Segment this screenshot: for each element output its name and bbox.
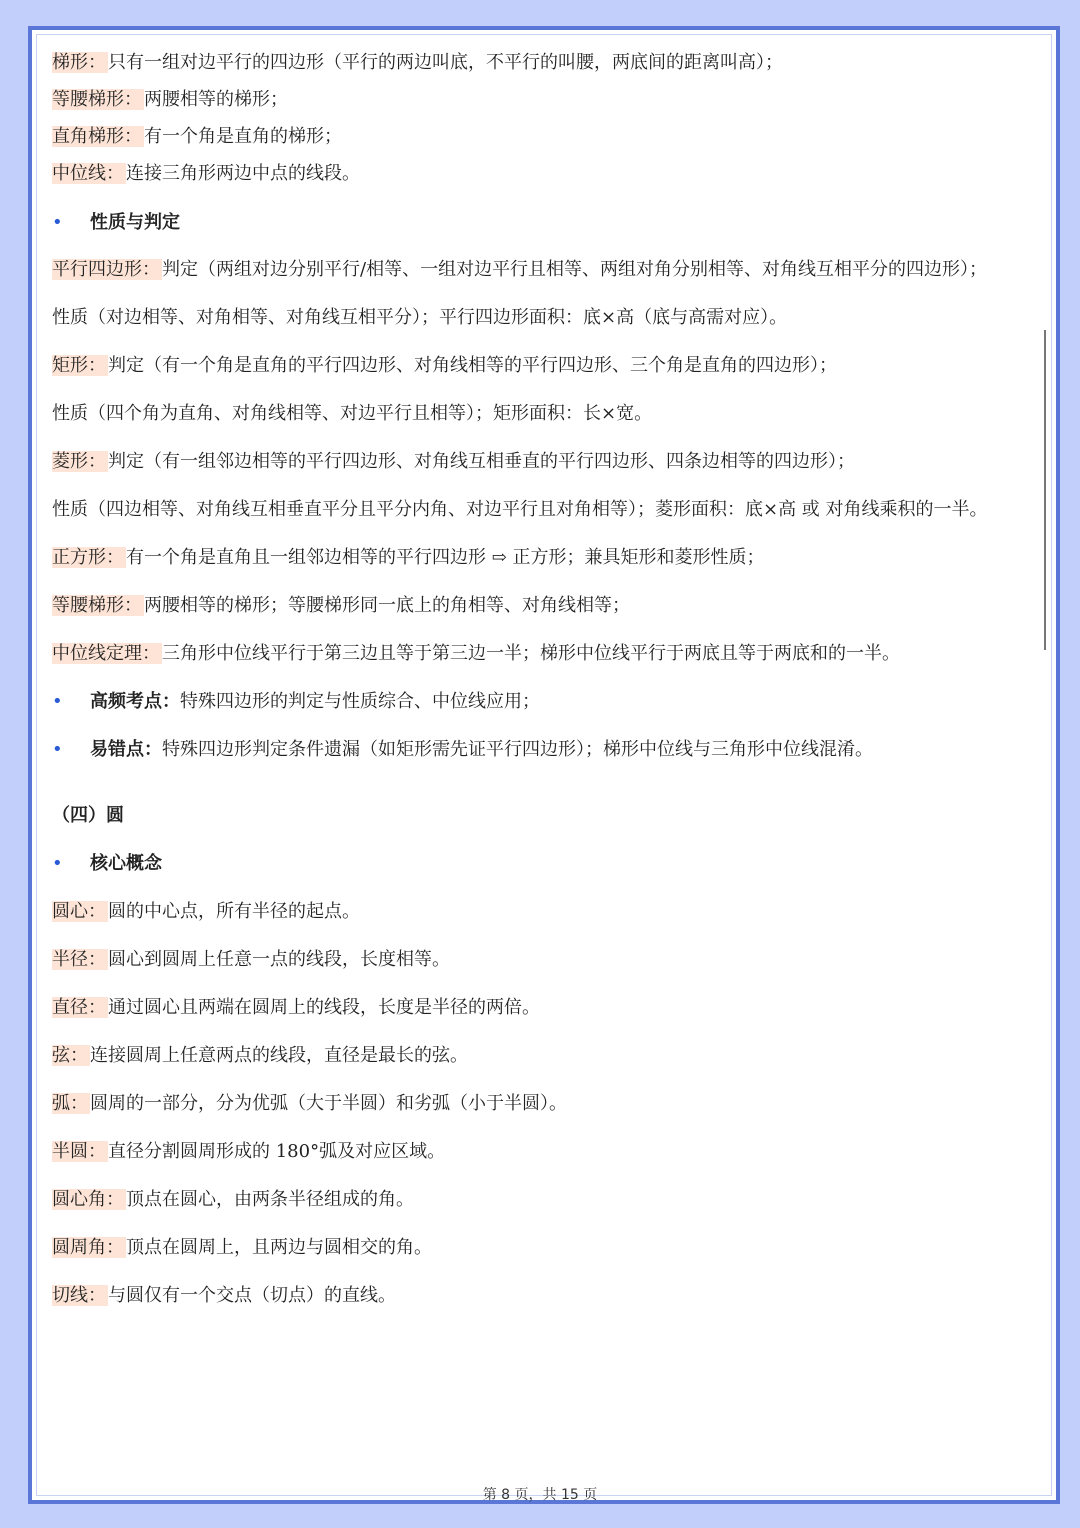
definition-text: 顶点在圆心，由两条半径组成的角。: [126, 1189, 414, 1210]
definition-text: 直径分割圆周形成的 180°弧及对应区域。: [108, 1141, 446, 1162]
page-footer: 第 8 页，共 15 页: [482, 1487, 598, 1503]
property-text: 有一个角是直角且一组邻边相等的平行四边形 ⇨ 正方形；兼具矩形和菱形性质；: [126, 547, 765, 568]
definition-text: 连接三角形两边中点的线段。: [126, 163, 360, 184]
property-text: 性质（四个角为直角、对角线相等、对边平行且相等）；矩形面积：长×宽。: [52, 403, 653, 424]
circle-definition: [52, 1235, 1040, 1261]
property-line: [52, 353, 1040, 379]
term: 直径：: [52, 997, 106, 1018]
definition-text: 圆的中心点，所有半径的起点。: [108, 901, 360, 922]
definition-text: 与圆仅有一个交点（切点）的直线。: [108, 1285, 396, 1306]
definition-text: 圆周的一部分，分为优弧（大于半圆）和劣弧（小于半圆）。: [90, 1093, 567, 1114]
term: 中位线定理：: [52, 643, 160, 664]
bullet-dot-icon: •: [52, 691, 63, 712]
definition-line: [52, 161, 1040, 187]
property-text: 两腰相等的梯形；等腰梯形同一底上的角相等、对角线相等；: [144, 595, 630, 616]
term: 直角梯形：: [52, 126, 142, 147]
property-text: 性质（对边相等、对角相等、对角线互相平分）；平行四边形面积：底×高（底与高需对应）。: [52, 307, 788, 328]
definition-text: 只有一组对边平行的四边形（平行的两边叫底，不平行的叫腰，两底间的距离叫高）；: [108, 52, 783, 73]
bullet-common-errors: [52, 737, 1040, 763]
property-line: [52, 545, 1040, 571]
circle-definition: [52, 1091, 1040, 1117]
property-text: 性质（四边相等、对角线互相垂直平分且平分内角、对边平行且对角相等）；菱形面积：底×高 或 对角线乘积的一半。: [52, 499, 988, 520]
term: 弧：: [52, 1093, 88, 1114]
property-line: [52, 641, 1040, 667]
property-line: [52, 593, 1040, 619]
definition-text: 连接圆周上任意两点的线段，直径是最长的弦。: [90, 1045, 468, 1066]
property-line: [52, 497, 1040, 523]
circle-definition: [52, 1187, 1040, 1213]
term: 等腰梯形：: [52, 89, 142, 110]
term: 矩形：: [52, 355, 106, 376]
term: 圆心角：: [52, 1189, 124, 1210]
property-text: 判定（两组对边分别平行/相等、一组对边平行且相等、两组对角分别相等、对角线互相平分的四边形）；: [162, 259, 988, 280]
term: 半圆：: [52, 1141, 106, 1162]
definition-text: 两腰相等的梯形；: [144, 89, 288, 110]
property-text: 三角形中位线平行于第三边且等于第三边一半；梯形中位线平行于两底且等于两底和的一半。: [162, 643, 900, 664]
term: 切线：: [52, 1285, 106, 1306]
definition-line: [52, 124, 1040, 150]
bullet-heading-text: 核心概念: [90, 853, 162, 874]
bullet-dot-icon: •: [52, 853, 63, 874]
term: 圆心：: [52, 901, 106, 922]
bullet-label: 易错点：: [90, 739, 162, 760]
bullet-dot-icon: •: [52, 212, 63, 233]
circle-definition: [52, 1043, 1040, 1069]
bullet-label: 高频考点：: [90, 691, 180, 712]
page-edge-mark: [1044, 330, 1046, 650]
bullet-text: 特殊四边形判定条件遗漏（如矩形需先证平行四边形）；梯形中位线与三角形中位线混淆。: [162, 739, 873, 760]
definition-line: [52, 87, 1040, 113]
bullet-heading-core: [52, 851, 1040, 877]
section-title: （四）圆: [52, 805, 124, 826]
definition-line: [52, 50, 1040, 76]
bullet-text: 特殊四边形的判定与性质综合、中位线应用；: [180, 691, 540, 712]
property-line: [52, 449, 1040, 475]
circle-definition: [52, 899, 1040, 925]
bullet-heading-text: 性质与判定: [90, 212, 180, 233]
term: 正方形：: [52, 547, 124, 568]
bullet-high-frequency: [52, 689, 1040, 715]
definition-text: 有一个角是直角的梯形；: [144, 126, 342, 147]
definition-text: 通过圆心且两端在圆周上的线段，长度是半径的两倍。: [108, 997, 540, 1018]
circle-definition: [52, 947, 1040, 973]
term: 梯形：: [52, 52, 106, 73]
term: 弦：: [52, 1045, 88, 1066]
term: 中位线：: [52, 163, 124, 184]
term: 圆周角：: [52, 1237, 124, 1258]
definition-text: 圆心到圆周上任意一点的线段，长度相等。: [108, 949, 450, 970]
circle-definition: [52, 1283, 1040, 1309]
bullet-dot-icon: •: [52, 739, 63, 760]
property-text: 判定（有一个角是直角的平行四边形、对角线相等的平行四边形、三个角是直角的四边形）；: [108, 355, 837, 376]
bullet-heading-properties: [52, 210, 1040, 236]
term: 等腰梯形：: [52, 595, 142, 616]
term: 平行四边形：: [52, 259, 160, 280]
property-line: [52, 257, 1040, 283]
page-inner-border: [36, 34, 1052, 1496]
circle-definition: [52, 995, 1040, 1021]
property-text: 判定（有一组邻边相等的平行四边形、对角线互相垂直的平行四边形、四条边相等的四边形）；: [108, 451, 855, 472]
definition-text: 顶点在圆周上，且两边与圆相交的角。: [126, 1237, 432, 1258]
circle-definition: [52, 1139, 1040, 1165]
property-line: [52, 305, 1040, 331]
term: 半径：: [52, 949, 106, 970]
term: 菱形：: [52, 451, 106, 472]
property-line: [52, 401, 1040, 427]
